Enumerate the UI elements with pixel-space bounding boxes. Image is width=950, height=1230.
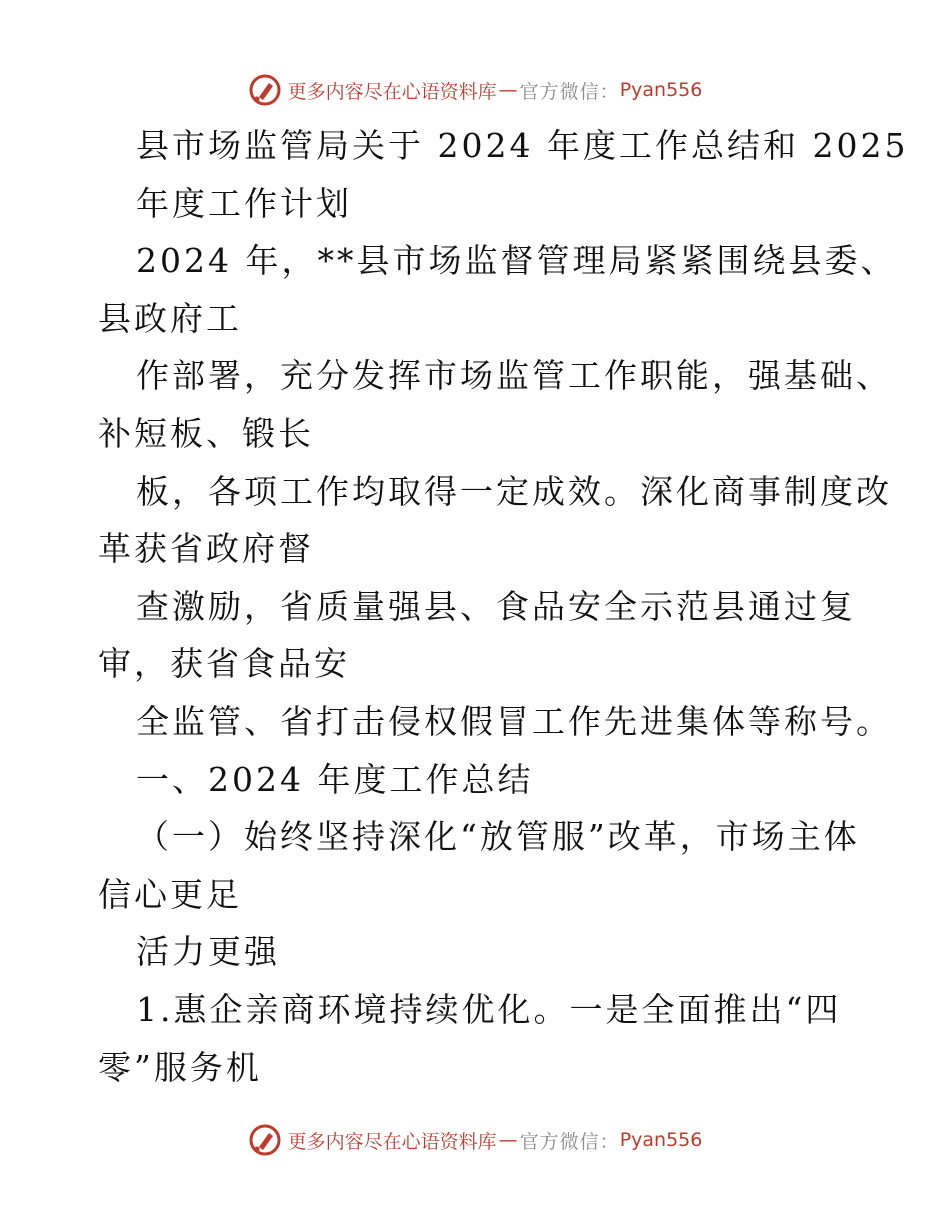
doc-title-line-1: 县市场监管局关于 2024 年度工作总结和 2025 xyxy=(136,126,909,165)
pen-nib-logo-icon xyxy=(248,73,282,107)
banner-wechat-label: 官方微信： xyxy=(519,80,620,103)
banner-main-text: 更多内容尽在心语资料库 xyxy=(287,80,497,103)
doc-paragraph-line: 查激励，省质量强县、食品安全示范县通过复 xyxy=(136,586,856,626)
doc-paragraph-line: 作部署，充分发挥市场监管工作职能，强基础、 xyxy=(136,356,892,396)
doc-subsection-heading-cont: 活力更强 xyxy=(136,932,280,972)
doc-paragraph-line: 板，各项工作均取得一定成效。深化商事制度改 xyxy=(136,471,892,511)
doc-section-heading: 一、2024 年度工作总结 xyxy=(136,759,534,799)
doc-subsection-heading: （一）始终坚持深化“放管服”改革，市场主体 xyxy=(136,817,860,857)
doc-paragraph-line: 补短板、锻长 xyxy=(98,413,314,453)
footer-banner[interactable] xyxy=(0,1120,950,1160)
banner-main-text: 更多内容尽在心语资料库 xyxy=(287,1130,497,1153)
doc-title-line-2: 年度工作计划 xyxy=(136,183,352,223)
doc-paragraph-line: 全监管、省打击侵权假冒工作先进集体等称号。 xyxy=(136,701,892,741)
document-body xyxy=(98,117,909,1096)
doc-paragraph-line: 县政府工 xyxy=(98,298,242,338)
banner-separator: — xyxy=(498,79,518,101)
doc-subsection-heading-cont: 信心更足 xyxy=(98,874,242,914)
banner-wechat-handle: Pyan556 xyxy=(619,79,703,101)
banner-wechat-handle: Pyan556 xyxy=(619,1129,703,1151)
banner-separator: — xyxy=(498,1129,518,1151)
doc-paragraph-line: 革获省政府督 xyxy=(98,529,314,569)
header-banner[interactable] xyxy=(0,70,950,110)
pen-nib-logo-icon xyxy=(248,1123,282,1157)
doc-paragraph-line: 2024 年，**县市场监督管理局紧紧围绕县委、 xyxy=(136,241,897,281)
doc-paragraph-line: 零”服务机 xyxy=(98,1047,262,1087)
doc-paragraph-line: 1.惠企亲商环境持续优化。一是全面推出“四 xyxy=(136,989,842,1029)
doc-paragraph-line: 审，获省食品安 xyxy=(98,644,350,684)
banner-wechat-label: 官方微信： xyxy=(519,1130,620,1153)
